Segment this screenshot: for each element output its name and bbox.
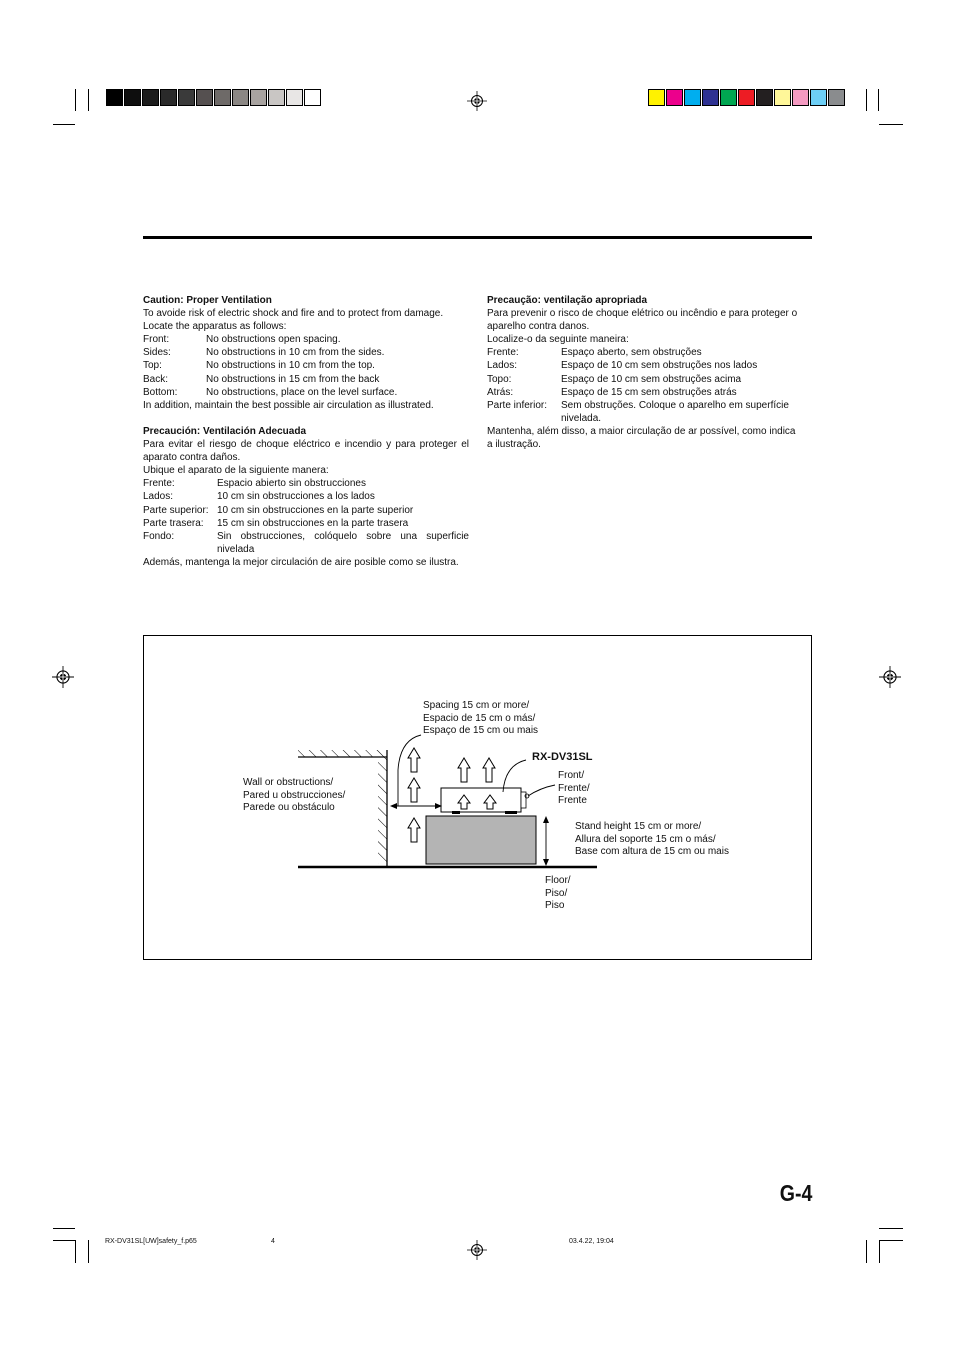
ceiling-hatch [298,750,387,757]
spanish-intro-locate: Ubique el aparato de la siguiente manera: [143,465,329,477]
spanish-outro: Además, mantenga la mejor circulación de aire posible como se ilustra. [143,556,459,568]
model-label: RX-DV31SL [532,751,593,763]
english-item-back: Back: No obstructions in 15 cm from the back [143,373,380,385]
spanish-intro: Para evitar el riesgo de choque eléctrico e incendio y para proteger el aparato contra daños. [143,439,469,464]
portuguese-item-front: Frente: Espaço aberto, sem obstruções [487,347,702,359]
spanish-item-back: Parte trasera: 15 cm sin obstrucciones en la parte trasera [143,517,409,529]
page-number: G-4 [779,1180,812,1206]
floor-label: Floor/ Piso/ Piso [545,875,571,911]
stand [426,816,536,864]
model-leader [503,760,526,792]
spanish-item-front: Frente: Espacio abierto sin obstrucciones [143,478,366,490]
portuguese-intro-locate: Localize-o da seguinte maneira: [487,334,629,346]
stand-height-label: Stand height 15 cm or more/ Allura del soporte 15 cm o más/ Base com altura de 15 cm ou mais [575,821,729,857]
wall-hatch [378,750,387,866]
english-item-sides: Sides: No obstructions in 10 cm from the sides. [143,347,385,359]
spanish-heading: Precaución: Ventilación Adecuada [143,426,307,437]
english-outro: In addition, maintain the best possible air circulation as illustrated. [143,399,434,411]
front-leader [528,785,555,796]
english-item-bottom: Bottom: No obstructions, place on the level surface. [143,386,398,398]
registration-mark-bottom [467,1240,487,1260]
portuguese-heading: Precaução: ventilação apropriada [487,295,648,306]
spanish-item-bottom: Fondo: Sin obstrucciones, colóquelo sobre una superficie nivelada [143,530,469,555]
spanish-item-sides: Lados: 10 cm sin obstrucciones a los lados [143,491,375,503]
english-intro-locate: Locate the apparatus as follows: [143,321,287,333]
footer-filename: RX-DV31SL[UW]safety_f.p65 [105,1238,197,1245]
english-item-front: Front: No obstructions open spacing. [143,334,341,346]
spanish-item-top: Parte superior: 10 cm sin obstrucciones en la parte superior [143,504,414,516]
english-heading: Caution: Proper Ventilation [143,295,272,306]
portuguese-outro: Mantenha, além disso, a maior circulação de ar possível, como indica a ilustração. [487,425,796,451]
stand-height-arrow [543,816,549,866]
portuguese-intro: Para prevenir o risco de choque elétrico ou incêndio e para proteger o aparelho contra danos. [487,308,798,333]
english-intro: To avoide risk of electric shock and fire and to protect from damage. [143,308,444,320]
english-item-top: Top: No obstructions in 10 cm from the top. [143,360,375,372]
front-label: Front/ Frente/ Frente [558,770,590,806]
portuguese-item-bottom: Parte inferior: Sem obstruções. Coloque o aparelho em superfície nivelada. [487,399,789,424]
footer-page: 4 [271,1238,275,1245]
footer-date: 03.4.22, 19:04 [569,1238,614,1245]
wall-label: Wall or obstructions/ Pared u obstrucciones/ Parede ou obstáculo [243,777,346,813]
portuguese-item-sides: Lados: Espaço de 10 cm sem obstruções nos lados [487,360,758,372]
spacing-label: Spacing 15 cm or more/ Espacio de 15 cm o más/ Espaço de 15 cm ou mais [423,700,539,736]
portuguese-item-top: Topo: Espaço de 10 cm sem obstruções acima [487,373,742,385]
portuguese-item-back: Atrás: Espaço de 15 cm sem obstruções atrás [487,386,737,398]
